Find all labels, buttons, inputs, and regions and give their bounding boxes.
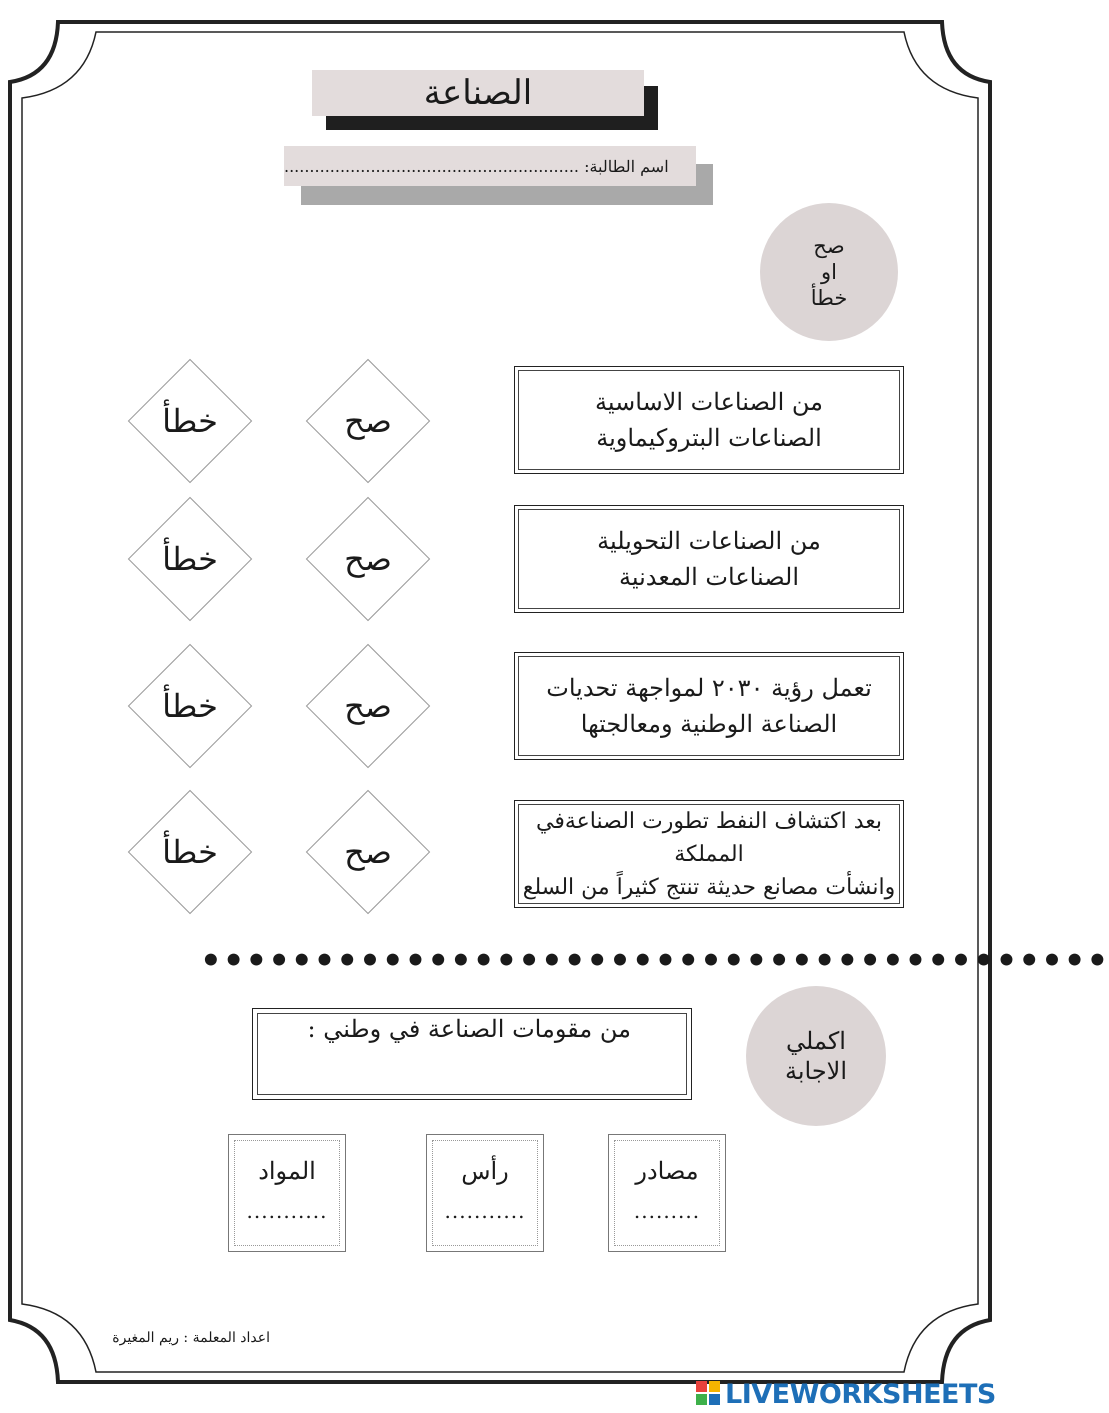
statement-box-1 [514, 366, 904, 474]
answer-label: مصادر [635, 1157, 699, 1185]
false-label: خطأ [162, 402, 218, 440]
statement-box-3 [514, 652, 904, 760]
answer-box-2[interactable] [426, 1134, 544, 1252]
question-text: من مقومات الصناعة في وطني : [307, 1015, 631, 1043]
dotted-separator: •••••••••••••••••••••••••••••••••••••••• [200, 941, 1109, 981]
statement-box-2 [514, 505, 904, 613]
logo-text: LIVEWORKSHEETS [725, 1378, 996, 1410]
statement-text: من الصناعات التحويلية الصناعات المعدنية [597, 527, 821, 591]
badge-line: صح [813, 233, 845, 258]
answer-label: رأس [461, 1157, 509, 1185]
badge-line: او [821, 259, 837, 284]
student-name-field[interactable]: اسم الطالبة: .......................................................... [284, 146, 696, 186]
true-label: صح [344, 833, 392, 871]
badge-line: الاجابة [784, 1057, 848, 1085]
true-label: صح [344, 402, 392, 440]
statement-text: تعمل رؤية ٢٠٣٠ لمواجهة تحديات الصناعة الوطنية ومعالجتها [546, 674, 872, 738]
page-title: الصناعة [312, 70, 644, 116]
answer-box-3[interactable] [228, 1134, 346, 1252]
badge-line: خطأ [810, 286, 848, 311]
answer-blank[interactable]: ........... [246, 1199, 328, 1223]
answer-label: المواد [258, 1157, 316, 1185]
true-false-badge [760, 203, 898, 341]
teacher-credit: اعداد المعلمة : ريم المغيرة [112, 1330, 270, 1346]
statement-text: من الصناعات الاساسية الصناعات البتروكيماوية [595, 388, 823, 452]
statement-text: بعد اكتشاف النفط تطورت الصناعةفي المملكة وانشأت مصانع حديثة تنتج كثيراً من السلع [522, 808, 896, 900]
liveworksheets-logo [696, 1378, 996, 1410]
false-label: خطأ [162, 540, 218, 578]
answer-blank[interactable]: ........... [444, 1199, 526, 1223]
false-label: خطأ [162, 687, 218, 725]
true-label: صح [344, 540, 392, 578]
complete-answer-badge [746, 986, 886, 1126]
true-label: صح [344, 687, 392, 725]
question-box [252, 1008, 692, 1100]
false-label: خطأ [162, 833, 218, 871]
logo-grid-icon [696, 1381, 722, 1407]
answer-blank[interactable]: ......... [633, 1199, 701, 1223]
statement-box-4 [514, 800, 904, 908]
badge-line: اكملي [786, 1027, 846, 1055]
answer-box-1[interactable] [608, 1134, 726, 1252]
